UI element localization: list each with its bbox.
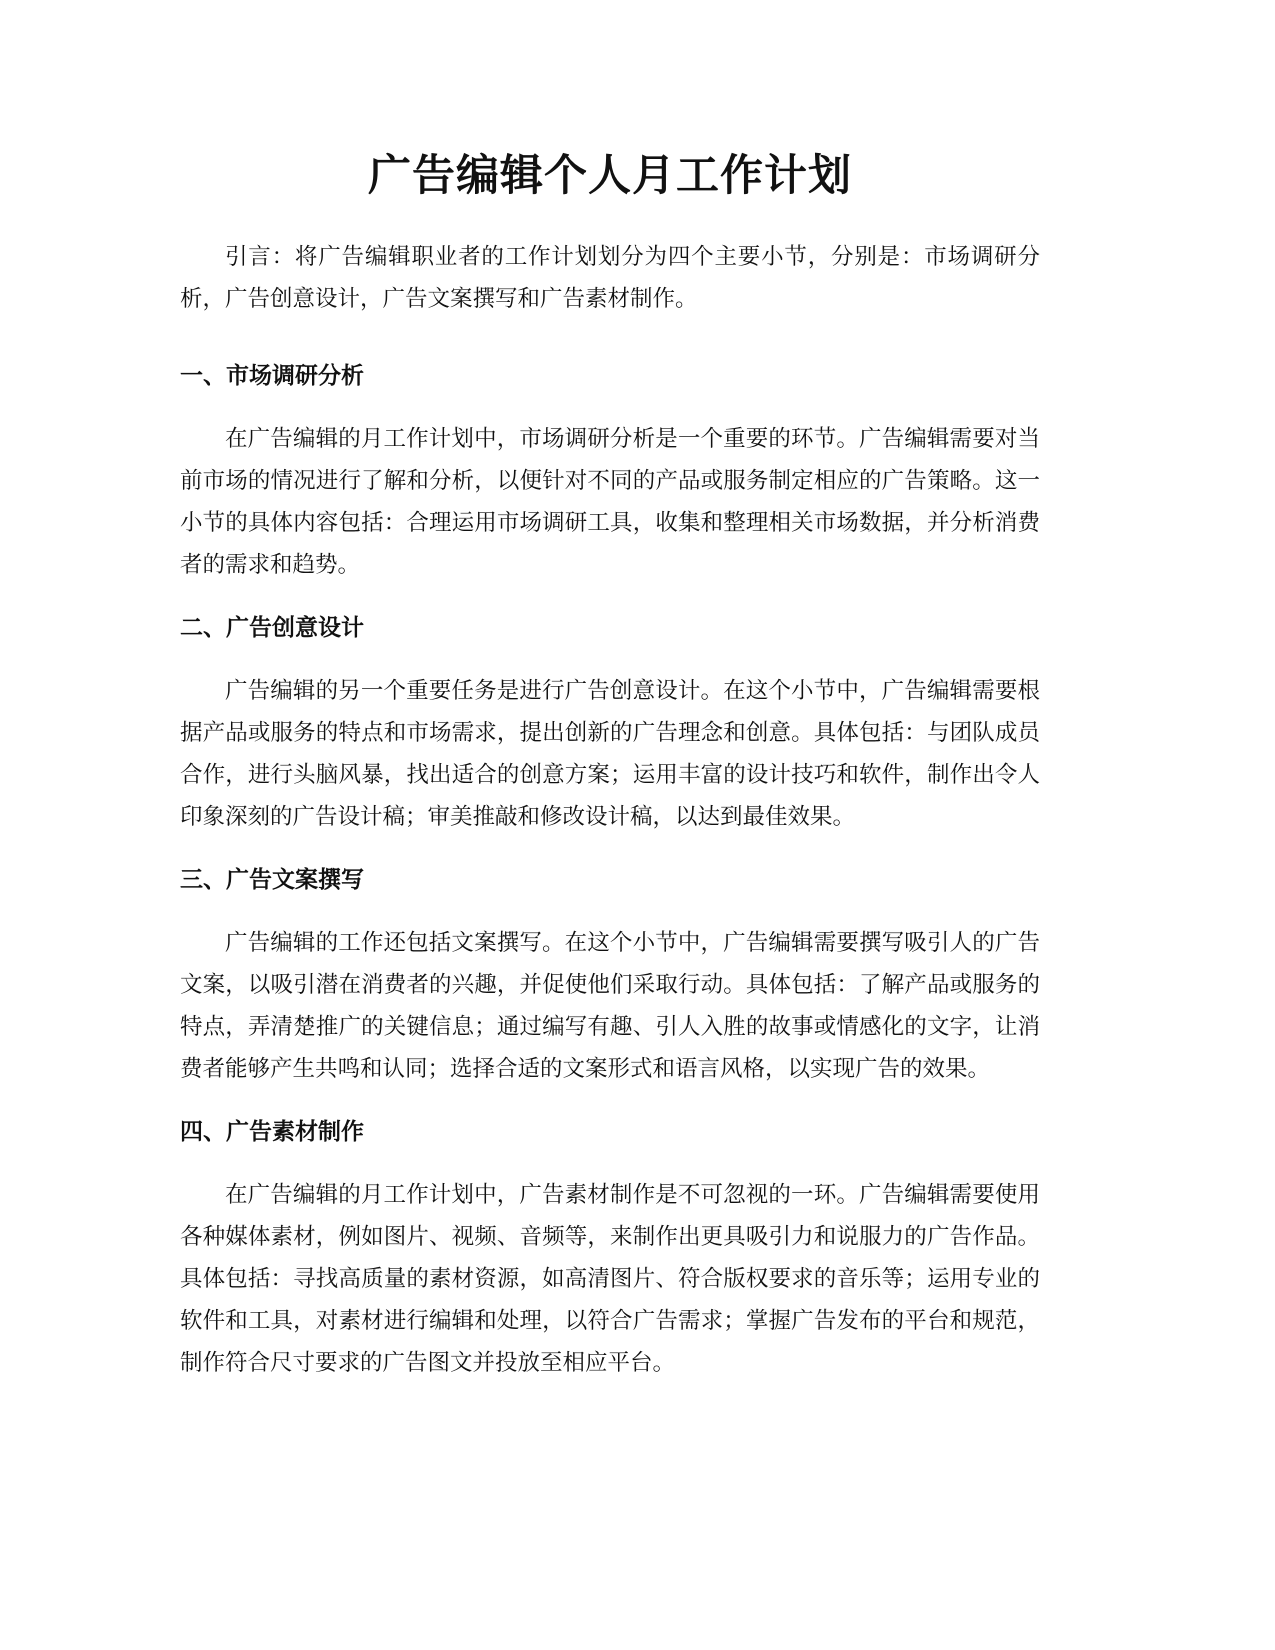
document-page [180, 0, 1040, 1384]
section-body-market-research: 在广告编辑的月工作计划中，市场调研分析是一个重要的环节。广告编辑需要对当前市场的情况进行了解和分析，以便针对不同的产品或服务制定相应的广告策略。这一小节的具体内容包括：合理运用市场调研工具，收集和整理相关市场数据，并分析消费者的需求和趋势。 [180, 426, 1040, 578]
section-body-material-production: 在广告编辑的月工作计划中，广告素材制作是不可忽视的一环。广告编辑需要使用各种媒体素材，例如图片、视频、音频等，来制作出更具吸引力和说服力的广告作品。具体包括：寻找高质量的素材资源，如高清图片、符合版权要求的音乐等；运用专业的软件和工具，对素材进行编辑和处理，以符合广告需求；掌握广告发布的平台和规范，制作符合尺寸要求的广告图文并投放至相应平台。 [180, 1182, 1040, 1376]
document-title: 广告编辑个人月工作计划 [368, 151, 852, 201]
section-heading-copywriting: 三、广告文案撰写 [180, 867, 364, 893]
section-body-creative-design: 广告编辑的另一个重要任务是进行广告创意设计。在这个小节中，广告编辑需要根据产品或服务的特点和市场需求，提出创新的广告理念和创意。具体包括：与团队成员合作，进行头脑风暴，找出适合的创意方案；运用丰富的设计技巧和软件，制作出令人印象深刻的广告设计稿；审美推敲和修改设计稿，以达到最佳效果。 [180, 678, 1040, 830]
section-body-copywriting: 广告编辑的工作还包括文案撰写。在这个小节中，广告编辑需要撰写吸引人的广告文案，以吸引潜在消费者的兴趣，并促使他们采取行动。具体包括：了解产品或服务的特点，弄清楚推广的关键信息；通过编写有趣、引人入胜的故事或情感化的文字，让消费者能够产生共鸣和认同；选择合适的文案形式和语言风格，以实现广告的效果。 [180, 930, 1040, 1082]
section-heading-material-production: 四、广告素材制作 [180, 1119, 364, 1145]
section-heading-creative-design: 二、广告创意设计 [180, 615, 364, 641]
intro-paragraph: 引言：将广告编辑职业者的工作计划划分为四个主要小节，分别是：市场调研分析，广告创意设计，广告文案撰写和广告素材制作。 [180, 244, 1040, 312]
section-heading-market-research: 一、市场调研分析 [180, 363, 364, 389]
